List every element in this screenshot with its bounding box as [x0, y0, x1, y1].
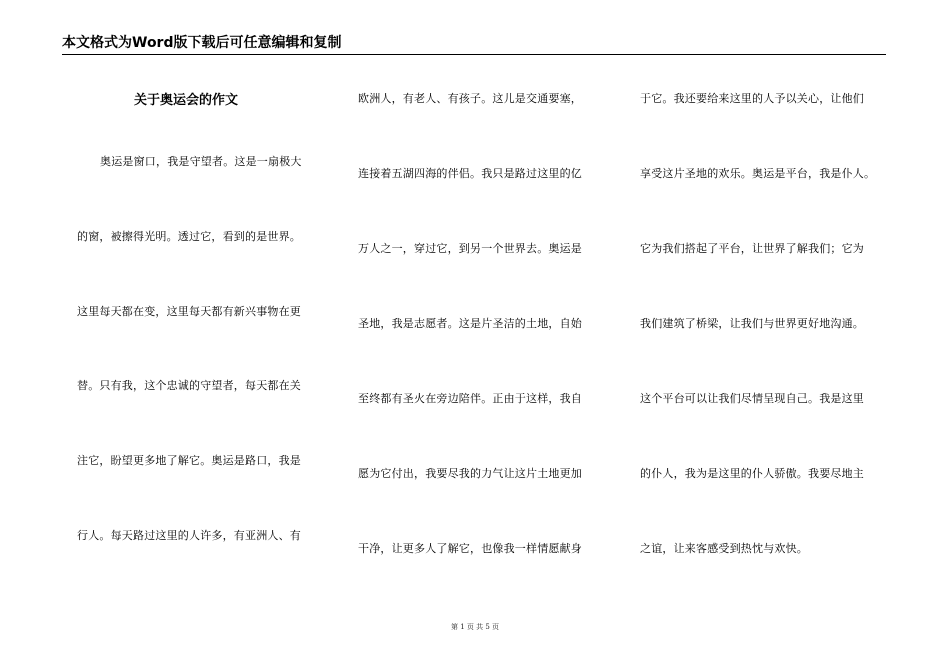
paragraph-line: 奥运是窗口，我是守望者。这是一扇极大 — [100, 155, 302, 168]
paragraph-line: 的仆人，我为是这里的仆人骄傲。我要尽地主 — [640, 467, 864, 480]
page-number: 第 1 页 共 5 页 — [450, 623, 500, 631]
paragraph-line: 欧洲人，有老人、有孩子。这儿是交通要塞， — [358, 92, 582, 105]
essay-title: 关于奥运会的作文 — [134, 93, 239, 108]
text-column-2 — [358, 0, 608, 600]
paragraph-line: 干净，让更多人了解它，也像我一样情愿献身 — [358, 542, 582, 555]
paragraph-line: 我们建筑了桥梁，让我们与世界更好地沟通。 — [640, 317, 864, 330]
text-column-3 — [640, 0, 890, 600]
paragraph-line: 行人。每天路过这里的人许多，有亚洲人、有 — [77, 529, 301, 542]
paragraph-line: 替。只有我，这个忠诚的守望者，每天都在关 — [77, 379, 301, 392]
document-header-title: 本文格式为Word版下载后可任意编辑和复制 — [62, 35, 342, 51]
paragraph-line: 的窗，被擦得光明。透过它，看到的是世界。 — [77, 230, 301, 243]
paragraph-line: 这里每天都在变，这里每天都有新兴事物在更 — [77, 305, 301, 318]
paragraph-line: 至终都有圣火在旁边陪伴。正由于这样，我自 — [358, 392, 582, 405]
paragraph-line: 它为我们搭起了平台，让世界了解我们；它为 — [640, 242, 864, 255]
paragraph-line: 之谊，让来客感受到热忱与欢快。 — [640, 542, 808, 555]
paragraph-line: 享受这片圣地的欢乐。奥运是平台，我是仆人。 — [640, 167, 876, 180]
paragraph-line: 连接着五湖四海的伴侣。我只是路过这里的亿 — [358, 167, 582, 180]
paragraph-line: 愿为它付出，我要尽我的力气让这片土地更加 — [358, 467, 582, 480]
paragraph-line: 这个平台可以让我们尽情呈现自己。我是这里 — [640, 392, 864, 405]
paragraph-line: 注它，盼望更多地了解它。奥运是路口，我是 — [77, 454, 301, 467]
paragraph-line: 于它。我还要给来这里的人予以关心，让他们 — [640, 92, 864, 105]
paragraph-line: 圣地，我是志愿者。这是片圣洁的土地，自始 — [358, 317, 582, 330]
text-column-1 — [77, 0, 327, 600]
paragraph-line: 万人之一，穿过它，到另一个世界去。奥运是 — [358, 242, 582, 255]
